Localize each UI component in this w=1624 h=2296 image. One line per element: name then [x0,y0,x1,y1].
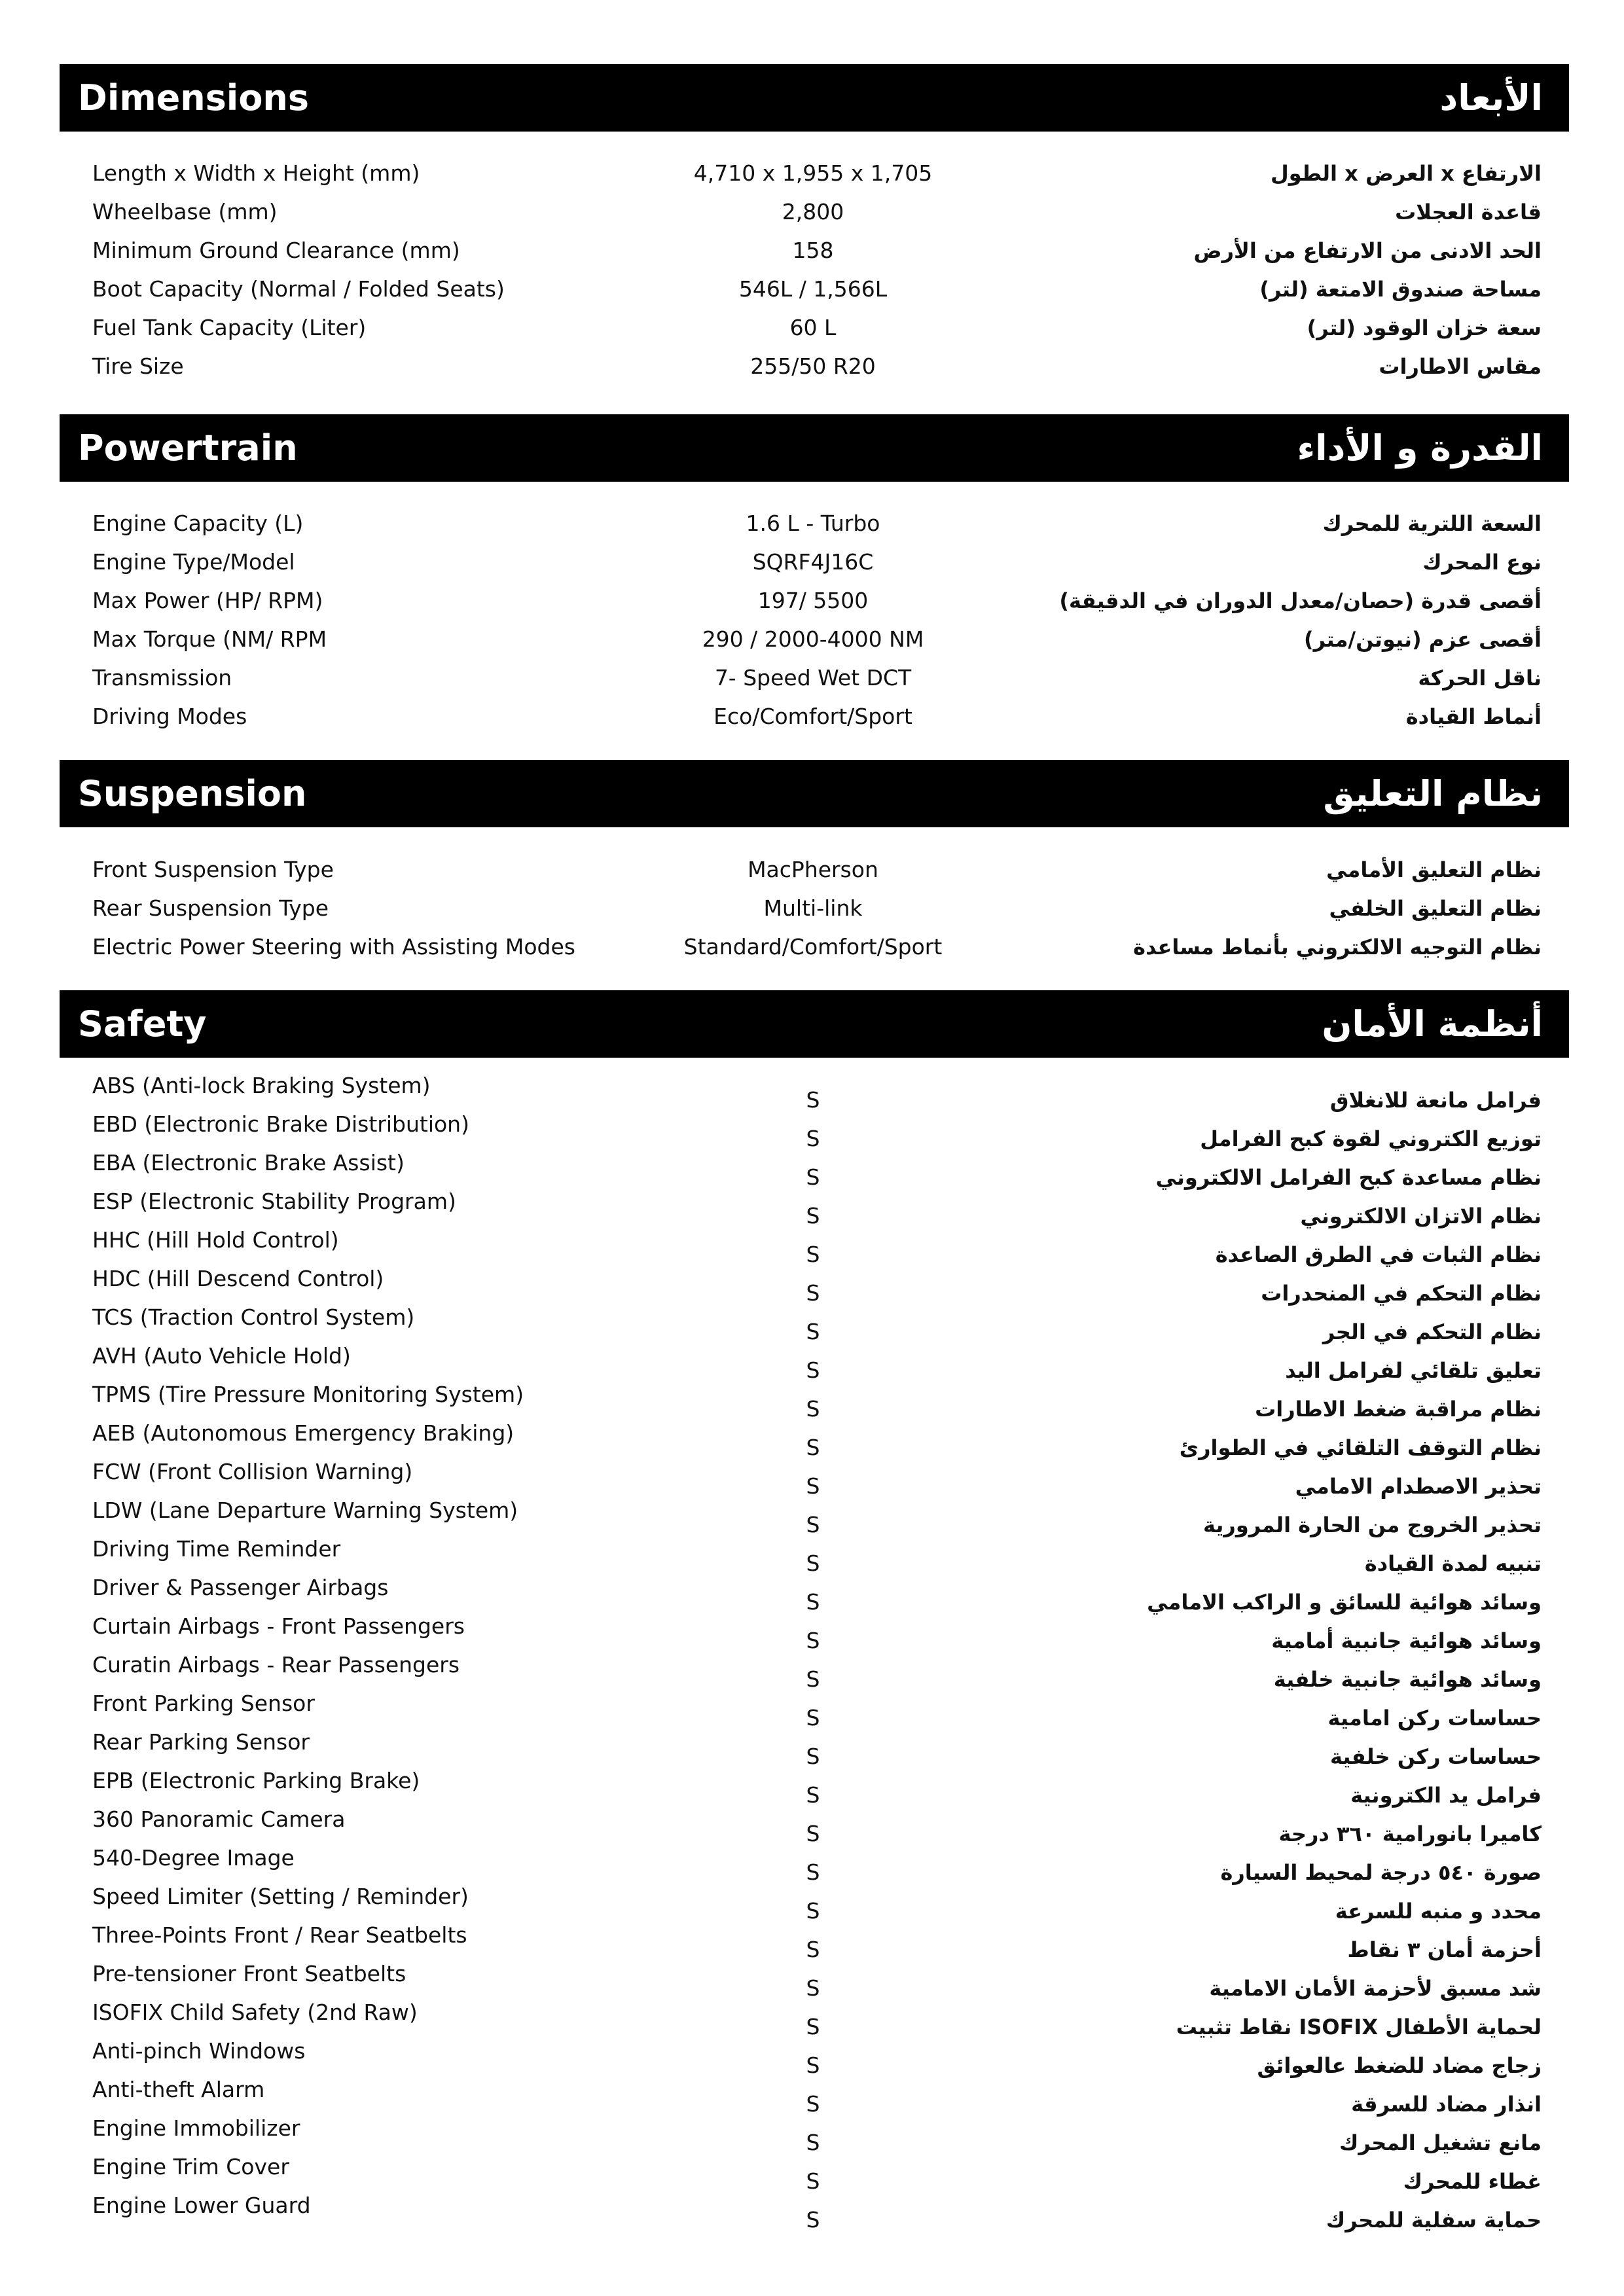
spec-value: S [806,1975,820,2001]
spec-value: S [806,1859,820,1885]
spec-value: S [806,1203,820,1229]
spec-label-en: TCS (Traction Control System) [92,1304,415,1330]
spec-value: S [806,1551,820,1576]
spec-label-en: ESP (Electronic Stability Program) [92,1189,456,1214]
spec-label-ar: نظام التعليق الخلفي [1329,896,1542,921]
spec-label-ar: نظام مراقبة ضغط الاطارات [1255,1397,1542,1422]
spec-label-en: Anti-theft Alarm [92,2077,265,2102]
spec-label-en: Rear Parking Sensor [92,1729,310,1755]
spec-label-en: 360 Panoramic Camera [92,1806,346,1832]
spec-label-en: Tire Size [92,353,184,379]
spec-label-en: EBD (Electronic Brake Distribution) [92,1111,469,1137]
spec-value: S [806,1628,820,1653]
spec-label-ar: كاميرا بانورامية ٣٦٠ درجة [1278,1821,1542,1846]
spec-row [0,1570,1624,1615]
spec-label-en: Engine Capacity (L) [92,511,304,536]
spec-row [0,891,1624,926]
spec-value: S [806,1666,820,1692]
spec-row [0,1454,1624,1499]
spec-label-ar: نظام التوقف التلقائي في الطوارئ [1179,1435,1542,1460]
spec-row [0,156,1624,191]
spec-row [0,1493,1624,1537]
spec-label-en: Pre-tensioner Front Seatbelts [92,1961,406,1986]
spec-value: 255/50 R20 [750,353,876,379]
spec-label-ar: نظام مساعدة كبح الفرامل الالكتروني [1155,1165,1542,1190]
powertrain-header [60,414,1569,482]
spec-label-en: Driving Modes [92,704,247,729]
spec-row [0,506,1624,541]
spec-label-ar: أحزمة أمان ٣ نقاط [1347,1937,1542,1962]
spec-row [0,1377,1624,1422]
spec-label-en: Length x Width x Height (mm) [92,160,420,186]
spec-row [0,2034,1624,2078]
section-title-en: Dimensions [78,77,310,118]
spec-label-en: Max Torque (NM/ RPM [92,626,327,652]
section-title-en: Powertrain [78,427,298,469]
spec-label-en: AEB (Autonomous Emergency Braking) [92,1420,514,1446]
spec-label-ar: قاعدة العجلات [1395,200,1542,224]
spec-value: S [806,1087,820,1113]
spec-value: S [806,1396,820,1422]
spec-label-ar: نظام التوجيه الالكتروني بأنماط مساعدة [1133,935,1542,960]
spec-value: S [806,1357,820,1383]
spec-value: S [806,1512,820,1537]
spec-row [0,1840,1624,1885]
spec-label-ar: توزيع الكتروني لقوة كبح الفرامل [1200,1126,1542,1151]
spec-label-en: Speed Limiter (Setting / Reminder) [92,1884,469,1909]
spec-label-ar: تحذير الخروج من الحارة المرورية [1202,1513,1542,1537]
spec-value: MacPherson [748,857,878,882]
spec-value: Multi-link [763,895,863,921]
spec-label-en: Engine Type/Model [92,549,295,575]
spec-label-ar: نوع المحرك [1422,550,1542,575]
spec-row [0,1956,1624,2001]
spec-label-en: TPMS (Tire Pressure Monitoring System) [92,1382,524,1407]
spec-value: S [806,2207,820,2233]
spec-label-ar: ناقل الحركة [1418,666,1542,691]
section-title-en: Safety [78,1003,207,1045]
spec-value: S [806,1126,820,1151]
spec-label-ar: نظام التعليق الأمامي [1326,857,1542,882]
spec-label-en: Electric Power Steering with Assisting Modes [92,934,576,960]
spec-label-en: EPB (Electronic Parking Brake) [92,1768,420,1793]
spec-row [0,1068,1624,1113]
section-title-ar: نظام التعليق [1323,773,1543,814]
spec-value: Standard/Comfort/Sport [683,934,943,960]
spec-label-ar: الحد الادنى من الارتفاع من الأرض [1193,238,1542,263]
spec-row [0,1338,1624,1383]
section-title-ar: القدرة و الأداء [1297,427,1543,469]
spec-label-ar: سعة خزان الوقود (لتر) [1307,315,1542,340]
spec-row [0,1802,1624,1846]
spec-value: S [806,1744,820,1769]
spec-label-en: Boot Capacity (Normal / Folded Seats) [92,276,505,302]
spec-row [0,2149,1624,2194]
spec-label-ar: السعة اللترية للمحرك [1322,511,1542,536]
section-title-ar: أنظمة الأمان [1322,1003,1543,1045]
spec-value: S [806,2130,820,2155]
spec-label-ar: صورة ٥٤٠ درجة لمحيط السيارة [1220,1860,1542,1885]
spec-label-en: HHC (Hill Hold Control) [92,1227,339,1253]
spec-row [0,1995,1624,2039]
dimensions-header [60,64,1569,132]
spec-value: S [806,1435,820,1460]
spec-value: 290 / 2000-4000 NM [702,626,924,652]
spec-row [0,1223,1624,1267]
spec-value: S [806,1782,820,1808]
spec-row [0,1184,1624,1229]
spec-label-en: Front Parking Sensor [92,1691,315,1716]
spec-label-en: ISOFIX Child Safety (2nd Raw) [92,2000,418,2025]
spec-row [0,929,1624,965]
spec-value: 4,710 x 1,955 x 1,705 [693,160,933,186]
spec-label-en: Driving Time Reminder [92,1536,341,1562]
spec-value: S [806,2014,820,2039]
spec-row [0,583,1624,619]
spec-label-ar: غطاء للمحرك [1403,2169,1542,2194]
spec-value: S [806,2168,820,2194]
section-title-en: Suspension [78,773,307,814]
spec-row [0,545,1624,580]
spec-row [0,2072,1624,2117]
spec-row [0,622,1624,657]
spec-label-en: ABS (Anti-lock Braking System) [92,1073,431,1098]
spec-value: 7- Speed Wet DCT [714,665,912,691]
safety-header [60,990,1569,1058]
spec-label-en: Driver & Passenger Airbags [92,1575,389,1600]
spec-row [0,1686,1624,1731]
spec-value: 2,800 [782,199,844,224]
spec-row [0,1145,1624,1190]
spec-label-en: FCW (Front Collision Warning) [92,1459,413,1484]
spec-label-en: Three-Points Front / Rear Seatbelts [92,1922,467,1948]
spec-label-en: Max Power (HP/ RPM) [92,588,323,613]
spec-label-ar: شد مسبق لأحزمة الأمان الامامية [1209,1976,1542,2001]
spec-row [0,1261,1624,1306]
spec-label-en: 540-Degree Image [92,1845,295,1871]
spec-row [0,2111,1624,2155]
spec-label-en: Curtain Airbags - Front Passengers [92,1613,465,1639]
spec-label-ar: نظام الاتزان الالكتروني [1300,1204,1542,1229]
spec-row [0,699,1624,734]
spec-label-ar: انذار مضاد للسرقة [1351,2092,1542,2117]
spec-value: S [806,1937,820,1962]
spec-value: S [806,1280,820,1306]
spec-row [0,1609,1624,1653]
spec-row [0,1300,1624,1344]
spec-value: S [806,1473,820,1499]
spec-label-en: Minimum Ground Clearance (mm) [92,238,460,263]
spec-value: S [806,1705,820,1731]
spec-label-ar: نظام الثبات في الطرق الصاعدة [1215,1242,1542,1267]
spec-row [0,349,1624,384]
spec-value: S [806,1898,820,1924]
spec-label-ar: أنماط القيادة [1405,704,1542,729]
spec-value: 1.6 L - Turbo [746,511,880,536]
spec-label-ar: مساحة صندوق الامتعة (لتر) [1259,277,1542,302]
spec-label-ar: فرامل مانعة للانغلاق [1329,1088,1542,1113]
spec-label-ar: تحذير الاصطدام الامامي [1295,1474,1542,1499]
spec-label-ar: نظام التحكم في الجر [1322,1319,1542,1344]
spec-row [0,852,1624,888]
spec-label-en: Fuel Tank Capacity (Liter) [92,315,367,340]
spec-label-en: AVH (Auto Vehicle Hold) [92,1343,351,1369]
spec-value: S [806,2091,820,2117]
spec-label-en: Engine Trim Cover [92,2154,289,2179]
spec-label-en: Curatin Airbags - Rear Passengers [92,1652,460,1677]
spec-value: S [806,1319,820,1344]
spec-row [0,1532,1624,1576]
spec-label-ar: زجاج مضاد للضغط عالعوائق [1257,2053,1542,2078]
spec-value: 60 L [789,315,837,340]
spec-row [0,233,1624,268]
spec-label-ar: وسائد هوائية جانبية خلفية [1273,1667,1542,1692]
spec-value: S [806,1164,820,1190]
spec-label-ar: وسائد هوائية جانبية أمامية [1271,1628,1542,1653]
spec-row [0,660,1624,696]
spec-label-en: Rear Suspension Type [92,895,329,921]
spec-label-ar: وسائد هوائية للسائق و الراكب الامامي [1147,1590,1542,1615]
spec-value: 158 [792,238,834,263]
spec-value: SQRF4J16C [752,549,874,575]
spec-value: S [806,1821,820,1846]
spec-value: 546L / 1,566L [738,276,888,302]
spec-row [0,2188,1624,2233]
spec-row [0,310,1624,346]
spec-label-en: HDC (Hill Descend Control) [92,1266,384,1291]
spec-row [0,1107,1624,1151]
spec-label-ar: حماية سفلية للمحرك [1326,2208,1542,2233]
spec-label-ar: محدد و منبه للسرعة [1335,1899,1542,1924]
spec-row [0,1416,1624,1460]
spec-label-ar: حساسات ركن امامية [1327,1706,1542,1731]
spec-label-ar: تعليق تلقائي لفرامل اليد [1285,1358,1542,1383]
spec-row [0,194,1624,230]
suspension-header [60,760,1569,827]
spec-label-ar: نظام التحكم في المنحدرات [1261,1281,1542,1306]
spec-row [0,1879,1624,1924]
spec-label-ar: مقاس الاطارات [1379,354,1542,379]
spec-value: 197/ 5500 [757,588,869,613]
spec-label-en: Transmission [92,665,232,691]
spec-label-en: Anti-pinch Windows [92,2038,306,2064]
spec-label-en: Engine Lower Guard [92,2193,311,2218]
spec-row [0,1725,1624,1769]
spec-label-en: Wheelbase (mm) [92,199,278,224]
spec-label-en: Front Suspension Type [92,857,334,882]
spec-label-ar: فرامل يد الكترونية [1350,1783,1542,1808]
spec-value: S [806,2053,820,2078]
spec-value: Eco/Comfort/Sport [713,704,912,729]
spec-label-ar: لحماية الأطفال ISOFIX نقاط تثبيت [1176,2015,1542,2039]
spec-label-ar: مانع تشغيل المحرك [1339,2130,1542,2155]
spec-row [0,1647,1624,1692]
spec-label-ar: أقصى قدرة (حصان/معدل الدوران في الدقيقة) [1059,588,1542,613]
spec-label-en: EBA (Electronic Brake Assist) [92,1150,405,1175]
spec-row [0,1763,1624,1808]
spec-label-ar: الارتفاع x العرض x الطول [1271,161,1542,186]
section-title-ar: الأبعاد [1439,77,1543,118]
spec-row [0,1918,1624,1962]
spec-value: S [806,1589,820,1615]
spec-row [0,272,1624,307]
spec-value: S [806,1242,820,1267]
spec-label-en: Engine Immobilizer [92,2115,300,2141]
spec-label-ar: حساسات ركن خلفية [1329,1744,1542,1769]
spec-label-en: LDW (Lane Departure Warning System) [92,1498,518,1523]
spec-label-ar: تنبيه لمدة القيادة [1364,1551,1542,1576]
spec-label-ar: أقصى عزم (نيوتن/متر) [1304,627,1542,652]
